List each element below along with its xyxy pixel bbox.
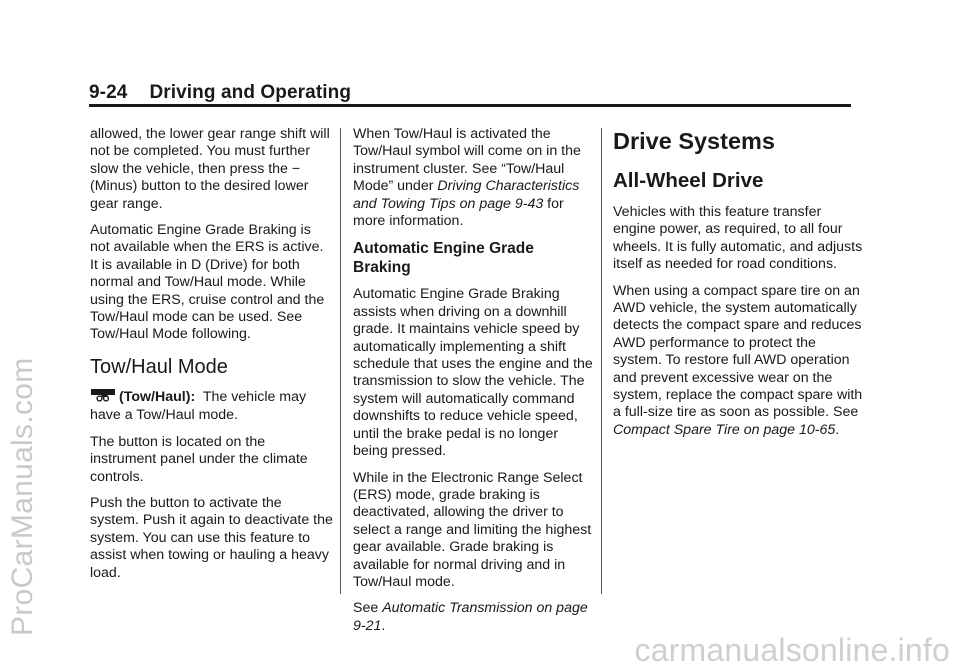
paragraph: While in the Electronic Range Select (ERS) mode, grade braking is deactivated, allowing the driver to select a range and limiting the highest gear available. Grade braking is available for normal driving and in Tow/Haul mode. bbox=[353, 469, 592, 590]
paragraph: Automatic Engine Grade Braking is not available when the ERS is active. It is available in D (Drive) for both normal and Tow/Haul mode. While using the ERS, cruise control and the Tow/Haul mode can be used. See Tow/Haul Mode following. bbox=[90, 222, 325, 343]
text: When using a compact spare tire on an AWD vehicle, the system automatically detects the compact spare and reduces AWD performance to protect the system. To restore full AWD operation and prevent excessive wear on the system, replace the compact spare with a full-size tire as soon as possible. See bbox=[613, 282, 863, 421]
paragraph: Automatic Engine Grade Braking assists when driving on a downhill grade. It maintains vehicle speed by automatically implementing a shift schedule that uses the engine and the transmission to slow the vehicle. The system will automatically command downshifts to reduce vehicle speed, until the brake pedal is no longer being pressed. bbox=[353, 286, 593, 460]
cross-reference-link[interactable]: Compact Spare Tire on page 10‑65 bbox=[613, 421, 836, 438]
paragraph: allowed, the lower gear range shift will not be completed. You must further slow the vehicle, then press the − (Minus) button to the desired lower gear range. bbox=[90, 126, 330, 212]
paragraph: Vehicles with this feature transfer engine power, as required, to all four wheels. It is fully automatic, and adjusts itself as needed for road conditions. bbox=[613, 204, 863, 273]
section-title-tow-haul: Tow/Haul Mode bbox=[90, 355, 228, 378]
tow-haul-icon bbox=[90, 388, 116, 407]
tow-haul-text: The vehicle may have a Tow/Haul mode. bbox=[90, 388, 311, 424]
paragraph bbox=[353, 126, 593, 230]
paragraph: The button is located on the instrument panel under the climate controls. bbox=[90, 433, 308, 485]
column-divider-1 bbox=[340, 128, 341, 594]
header-rule bbox=[89, 104, 851, 107]
text: . bbox=[835, 421, 840, 438]
chapter-heading-drive-systems: Drive Systems bbox=[613, 128, 775, 154]
column-divider-2 bbox=[601, 128, 602, 594]
paragraph-tow-haul bbox=[90, 388, 334, 425]
cross-reference-link[interactable]: Automatic Transmission on page 9‑21 bbox=[353, 600, 588, 634]
heading-engine-grade-braking: Automatic Engine Grade Braking bbox=[353, 240, 534, 277]
watermark-side: ProCarManuals.com bbox=[6, 357, 39, 636]
watermark-bottom: carmanualsonline.info bbox=[634, 632, 950, 668]
heading-all-wheel-drive: All-Wheel Drive bbox=[613, 169, 764, 192]
chapter-title: Driving and Operating bbox=[149, 82, 352, 103]
column-2 bbox=[353, 126, 593, 644]
column-1 bbox=[90, 126, 334, 591]
column-3 bbox=[613, 126, 865, 448]
paragraph bbox=[353, 600, 593, 635]
tow-haul-label: (Tow/Haul): bbox=[119, 388, 196, 405]
paragraph: Push the button to activate the system. Push it again to deactivate the system. You can use this feature to assist when towing or hauling a heavy load. bbox=[90, 494, 333, 581]
text: . bbox=[381, 617, 386, 634]
cross-reference-link[interactable]: Driving Characteristics and Towing Tips on page 9‑43 bbox=[353, 178, 580, 212]
page-header bbox=[89, 82, 351, 104]
page-number: 9-24 bbox=[89, 82, 128, 103]
text: When Tow/Haul is activated the Tow/Haul symbol will come on in the instrument cluster. See “Tow/Haul Mode” under bbox=[353, 126, 581, 195]
text: for more information. bbox=[353, 195, 564, 230]
paragraph bbox=[613, 283, 865, 440]
text: See bbox=[353, 600, 383, 617]
